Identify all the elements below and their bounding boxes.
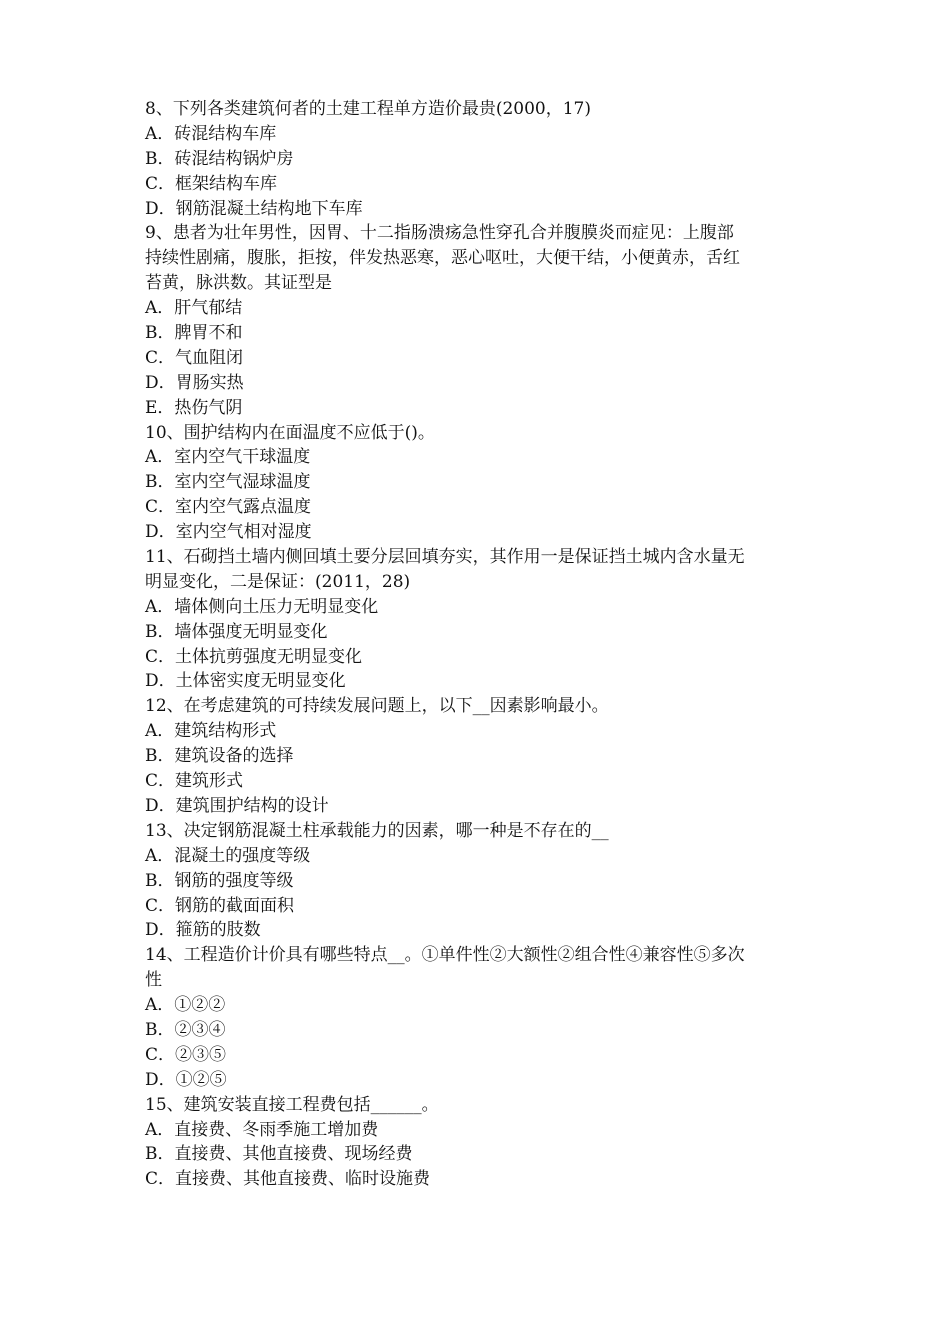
question-11-option-c: C．土体抗剪强度无明显变化 — [145, 646, 363, 667]
question-12-stem: 12、在考虑建筑的可持续发展问题上，以下__因素影响最小。 — [145, 696, 609, 717]
question-9-option-e: E．热伤气阴 — [145, 397, 243, 418]
question-8-stem: 8、下列各类建筑何者的土建工程单方造价最贵(2000，17) — [145, 99, 591, 119]
question-10-stem: 10、围护结构内在面温度不应低于()。 — [145, 422, 435, 443]
question-9-stem-line-3: 苔黄，脉洪数。其证型是 — [145, 273, 332, 294]
question-8-option-c: C．框架结构车库 — [145, 173, 278, 194]
question-11-option-d: D．土体密实度无明显变化 — [145, 671, 346, 692]
document-body — [145, 97, 815, 1192]
question-14-option-b: B．②③④ — [145, 1019, 226, 1040]
question-12-option-b: B．建筑设备的选择 — [145, 746, 294, 767]
question-11-option-a: A．墙体侧向土压力无明显变化 — [145, 596, 379, 617]
question-10-option-a: A．室内空气干球温度 — [145, 447, 311, 468]
question-14-option-a: A．①②② — [145, 995, 226, 1016]
question-9-option-a: A．肝气郁结 — [145, 298, 243, 319]
question-13-option-c: C．钢筋的截面面积 — [145, 895, 295, 916]
question-11-option-b: B．墙体强度无明显变化 — [145, 621, 328, 642]
question-8-option-b: B．砖混结构锅炉房 — [145, 148, 294, 169]
question-14-stem-line-2: 性 — [145, 970, 162, 991]
question-13-option-b: B．钢筋的强度等级 — [145, 870, 294, 891]
question-13-stem: 13、决定钢筋混凝土柱承载能力的因素，哪一种是不存在的__ — [145, 820, 609, 841]
question-15-option-c: C．直接费、其他直接费、临时设施费 — [145, 1169, 431, 1190]
question-15-option-a: A．直接费、冬雨季施工增加费 — [145, 1119, 379, 1140]
question-9-stem-line-2: 持续性剧痛，腹胀，拒按，伴发热恶寒，恶心呕吐，大便干结，小便黄赤，舌红 — [145, 248, 740, 269]
question-9-stem-line-1: 9、患者为壮年男性，因胃、十二指肠溃疡急性穿孔合并腹膜炎而症见：上腹部 — [145, 223, 734, 244]
question-9-option-c: C．气血阻闭 — [145, 347, 244, 368]
question-14-option-d: D．①②⑤ — [145, 1069, 227, 1090]
question-12-option-a: A．建筑结构形式 — [145, 721, 277, 742]
question-8-option-d: D．钢筋混凝土结构地下车库 — [145, 198, 363, 219]
question-9-option-d: D．胃肠实热 — [145, 372, 244, 393]
question-9-option-b: B．脾胃不和 — [145, 323, 243, 344]
question-10-option-b: B．室内空气湿球温度 — [145, 472, 311, 493]
question-14-option-c: C．②③⑤ — [145, 1044, 227, 1065]
question-12-option-c: C．建筑形式 — [145, 771, 244, 792]
question-14-stem-line-1: 14、工程造价计价具有哪些特点__。①单件性②大额性②组合性④兼容性⑤多次 — [145, 945, 745, 966]
question-13-option-a: A．混凝土的强度等级 — [145, 845, 311, 866]
question-10-option-c: C．室内空气露点温度 — [145, 497, 312, 518]
question-13-option-d: D．箍筋的肢数 — [145, 920, 261, 941]
question-15-stem: 15、建筑安装直接工程费包括______。 — [145, 1094, 439, 1115]
question-15-option-b: B．直接费、其他直接费、现场经费 — [145, 1144, 413, 1165]
question-11-stem-line-2: 明显变化，二是保证：(2011，28) — [145, 571, 411, 592]
question-11-stem-line-1: 11、石砌挡土墙内侧回填土要分层回填夯实，其作用一是保证挡土城内含水量无 — [145, 547, 745, 568]
question-8-option-a: A．砖混结构车库 — [145, 123, 277, 144]
question-12-option-d: D．建筑围护结构的设计 — [145, 795, 329, 816]
question-10-option-d: D．室内空气相对湿度 — [145, 522, 312, 543]
